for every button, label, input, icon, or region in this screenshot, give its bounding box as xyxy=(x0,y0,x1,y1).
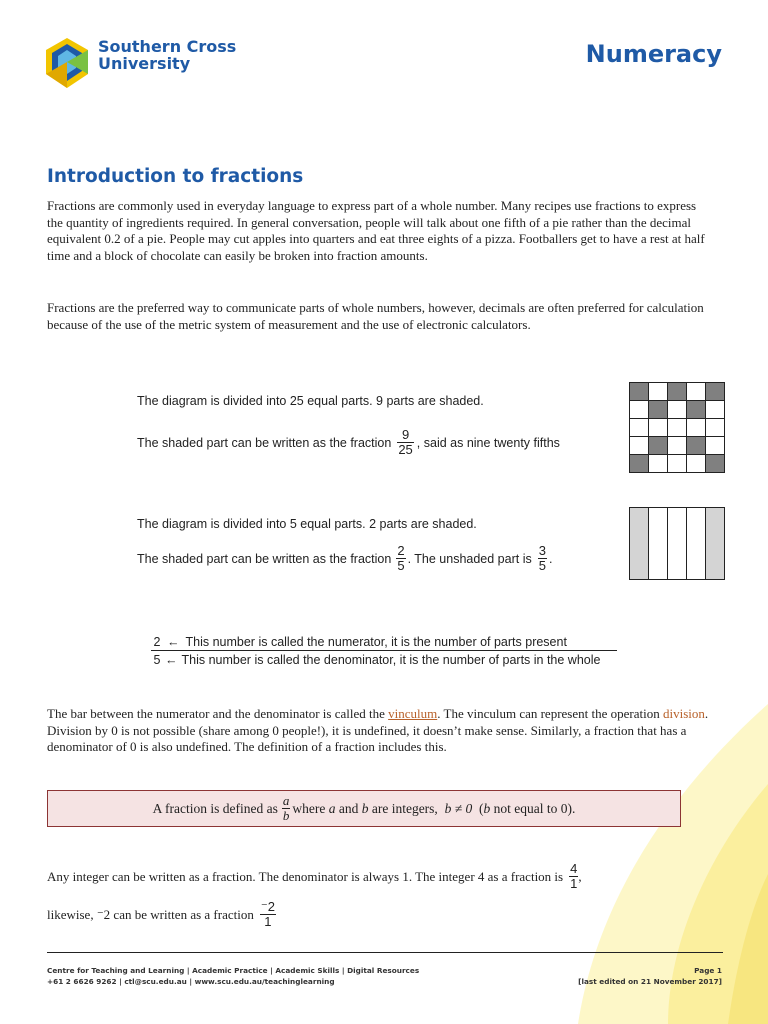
logo-line1: Southern Cross xyxy=(98,37,237,56)
grid-cell-shaded xyxy=(668,383,687,401)
footer-contact: +61 2 6626 9262 | ctl@scu.edu.au | www.scu.edu.au/teachinglearning xyxy=(47,977,335,986)
fraction-numerator: 9 xyxy=(397,428,413,443)
def-text-3: and xyxy=(338,800,359,816)
def-text-1: A fraction is defined as xyxy=(152,800,278,816)
grid-cell xyxy=(649,419,668,437)
page-title: Introduction to fractions xyxy=(47,166,304,187)
def-text-2: where xyxy=(292,800,326,816)
grid-cell xyxy=(630,401,649,419)
vinculum-text-3: . Division by 0 is not possible (share among 0 people!), it is undefined, it doesn’t make sense. Similarly, a fraction that has a denominator of 0 is also undefined. The definition of a fraction includes this. xyxy=(47,706,709,755)
grid-cell xyxy=(706,437,725,455)
logo-line2: University xyxy=(98,54,191,73)
grid-cell xyxy=(687,419,706,437)
fraction-numerator: 3 xyxy=(538,543,546,558)
grid-cell xyxy=(668,401,687,419)
grid-cell xyxy=(630,419,649,437)
denominator-label: This number is called the denominator, it is the number of parts in the whole xyxy=(181,653,601,667)
bar-part xyxy=(687,508,706,580)
grid-cell-shaded xyxy=(706,455,725,473)
diagram1-fraction-line xyxy=(137,428,560,457)
def-var-a: a xyxy=(328,800,336,816)
bar-part xyxy=(649,508,668,580)
last-edited: [last edited on 21 November 2017] xyxy=(578,977,722,986)
scu-logo xyxy=(44,36,244,90)
intro-paragraph-1: Fractions are commonly used in everyday language to express part of a whole number. Many recipes use fractions to express the quantity of ingredients required. In general conversation, people will talk about one fifth of a pie rather than the decimal equivalent 0.2 of a pie. People may cut apples into quarters and eat three eights of a pizza. Footballers get to have a rest at half time and a block of chocolate can easily be broken into fraction amounts. xyxy=(47,198,705,263)
bar-part-shaded xyxy=(630,508,649,580)
integer-text-1: Any integer can be written as a fraction. The denominator is always 1. The integer 4 as a fraction is xyxy=(47,868,564,884)
grid-cell xyxy=(668,437,687,455)
fraction-9-25 xyxy=(397,428,413,457)
integer-text-3: likewise, ⁻2 can be written as a fraction xyxy=(47,906,254,922)
grid-diagram-25 xyxy=(629,382,725,473)
denominator-row xyxy=(151,651,617,669)
fraction-numerator: 4 xyxy=(570,861,578,876)
grid-cell xyxy=(687,455,706,473)
grid-cell-shaded xyxy=(630,383,649,401)
diagram1-description: The diagram is divided into 25 equal parts. 9 parts are shaded. xyxy=(137,394,484,408)
grid-cell-shaded xyxy=(687,401,706,419)
definition-box xyxy=(47,790,681,827)
fraction-denominator: 5 xyxy=(538,558,546,573)
fraction-neg2-1 xyxy=(260,900,276,929)
integer-line-2 xyxy=(47,900,276,929)
grid-cell-shaded xyxy=(630,455,649,473)
numerator-row xyxy=(151,634,617,651)
fraction-a-b xyxy=(282,794,291,823)
fraction-4-1 xyxy=(569,862,578,891)
diagram1-prefix: The shaded part can be written as the fraction xyxy=(137,435,392,450)
footer-links: Centre for Teaching and Learning | Academic Practice | Academic Skills | Digital Resources xyxy=(47,966,420,975)
grid-cell xyxy=(668,455,687,473)
bar-diagram-5 xyxy=(629,507,725,581)
def-text-6: not equal to 0). xyxy=(493,800,576,816)
section-title: Numeracy xyxy=(585,40,722,68)
numerator-label: This number is called the numerator, it is the number of parts present xyxy=(185,635,567,649)
fraction-3-5 xyxy=(538,544,547,573)
fraction-denominator: b xyxy=(282,808,290,823)
fraction-denominator: 5 xyxy=(397,558,405,573)
vinculum-paragraph xyxy=(47,706,715,756)
grid-cell-shaded xyxy=(706,383,725,401)
vinculum-text-2: . The vinculum can represent the operation xyxy=(437,706,663,721)
diagram2-suffix: . xyxy=(548,551,553,566)
bar-part-shaded xyxy=(706,508,725,580)
fraction-numerator: 2 xyxy=(397,543,405,558)
def-condition: b ≠ 0 xyxy=(444,800,473,816)
diagram2-fraction-line xyxy=(137,544,552,573)
numerator-value: 2 xyxy=(153,635,161,649)
grid-cell xyxy=(706,401,725,419)
grid-cell xyxy=(649,455,668,473)
fraction-denominator: 25 xyxy=(398,442,413,457)
fraction-numerator: a xyxy=(282,793,290,808)
grid-cell xyxy=(706,419,725,437)
denominator-value: 5 xyxy=(153,653,161,667)
def-var-b2: b xyxy=(483,800,491,816)
def-var-b: b xyxy=(361,800,369,816)
left-arrow-icon: ← xyxy=(165,653,178,667)
footer-right xyxy=(578,965,722,987)
vinculum-text-1: The bar between the numerator and the denominator is called the xyxy=(47,706,389,721)
grid-cell-shaded xyxy=(649,437,668,455)
diagram1-suffix: , said as nine twenty fifths xyxy=(416,435,560,450)
diagram2-description: The diagram is divided into 5 equal parts. 2 parts are shaded. xyxy=(137,517,477,531)
diagram2-prefix: The shaded part can be written as the fraction xyxy=(137,551,392,566)
grid-cell-shaded xyxy=(687,437,706,455)
grid-cell xyxy=(687,383,706,401)
diagram2-mid: . The unshaded part is xyxy=(407,551,532,566)
def-text-4: are integers, xyxy=(371,800,438,816)
bar-part xyxy=(668,508,687,580)
intro-paragraph-2: Fractions are the preferred way to communicate parts of whole numbers, however, decimals are often preferred for calculation because of the use of the metric system of measurement and the use of electronic calculators. xyxy=(47,300,704,332)
fraction-denominator: 1 xyxy=(264,914,272,929)
def-text-5: ( xyxy=(478,800,484,816)
integer-text-2: , xyxy=(578,868,582,884)
left-arrow-icon: ← xyxy=(167,635,180,649)
fraction-2-5 xyxy=(396,544,405,573)
grid-cell xyxy=(649,383,668,401)
numerator-denominator-block xyxy=(151,634,617,669)
scu-logo-icon xyxy=(44,36,90,90)
page-number: Page 1 xyxy=(694,966,722,975)
integer-line-1 xyxy=(47,862,582,891)
fraction-numerator: ⁻2 xyxy=(260,899,275,914)
division-link[interactable]: division xyxy=(662,706,705,721)
footer-divider xyxy=(47,952,723,953)
grid-cell xyxy=(630,437,649,455)
grid-cell-shaded xyxy=(649,401,668,419)
grid-cell xyxy=(668,419,687,437)
vinculum-link[interactable]: vinculum xyxy=(388,706,438,721)
fraction-denominator: 1 xyxy=(570,876,578,891)
footer-left xyxy=(47,965,419,987)
